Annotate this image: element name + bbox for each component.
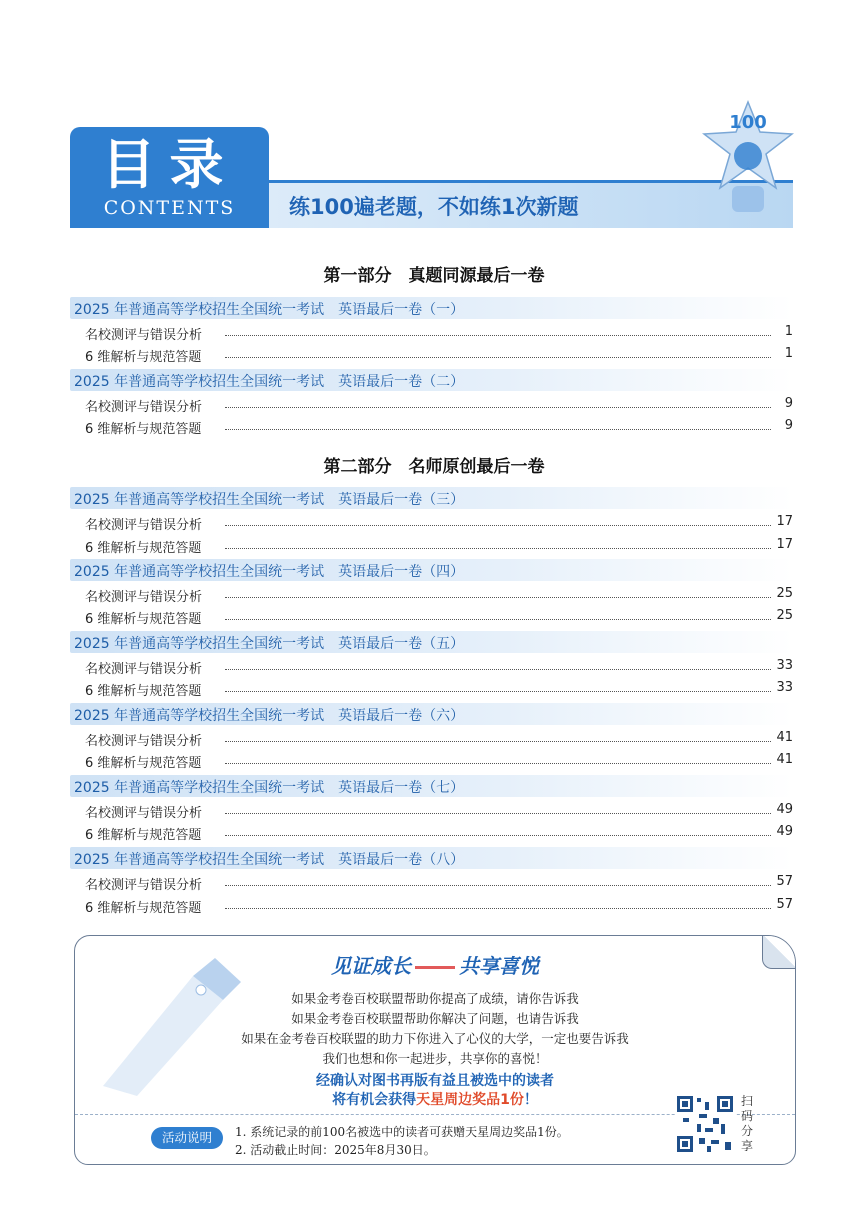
page-number: 9 xyxy=(784,418,793,433)
heading-separator xyxy=(415,966,455,969)
page-number: 33 xyxy=(776,680,793,695)
prize-highlight: 天星周边奖品1份 xyxy=(416,1092,524,1108)
leader-dots xyxy=(225,691,771,692)
part-two-title: 第二部分 名师原创最后一卷 xyxy=(323,457,545,477)
promo-line: 如果金考卷百校联盟帮助你提高了成绩，请你告诉我 xyxy=(291,991,579,1006)
part-one-title: 第一部分 真题同源最后一卷 xyxy=(323,266,545,286)
rule-line: 1. 系统记录的前100名被选中的读者可获赠天星周边奖品1份。 xyxy=(235,1125,569,1139)
toc-entry[interactable] xyxy=(85,324,793,342)
toc-entry[interactable] xyxy=(85,537,793,555)
entry-label: 6 维解析与规范答题 xyxy=(85,680,207,699)
exam-heading-text: 2025 年普通高等学校招生全国统一考试 英语最后一卷（四） xyxy=(74,564,465,580)
exam-heading-3[interactable] xyxy=(70,487,793,509)
entry-label: 名校测评与错误分析 xyxy=(85,324,208,343)
toc-entry[interactable] xyxy=(85,514,793,532)
promo-card xyxy=(74,935,796,1165)
toc-entry[interactable] xyxy=(85,730,793,748)
entry-label: 6 维解析与规范答题 xyxy=(85,418,207,437)
promo-heading xyxy=(75,950,795,979)
exam-heading-1[interactable] xyxy=(70,297,793,319)
page-number: 25 xyxy=(776,586,793,601)
slogan-text: 练100遍老题，不如练1次新题 xyxy=(289,195,579,219)
leader-dots xyxy=(225,525,771,526)
toc-entry[interactable] xyxy=(85,874,793,892)
leader-dots xyxy=(225,429,771,430)
leader-dots xyxy=(225,597,771,598)
entry-label: 名校测评与错误分析 xyxy=(85,874,208,893)
toc-entry[interactable] xyxy=(85,608,793,626)
exam-heading-8[interactable] xyxy=(70,847,793,869)
page-number: 33 xyxy=(776,658,793,673)
leader-dots xyxy=(225,669,771,670)
entry-label: 名校测评与错误分析 xyxy=(85,396,208,415)
exam-heading-text: 2025 年普通高等学校招生全国统一考试 英语最后一卷（二） xyxy=(74,374,465,390)
toc-entry[interactable] xyxy=(85,396,793,414)
leader-dots xyxy=(225,335,771,336)
page-number: 49 xyxy=(776,802,793,817)
toc-entry[interactable] xyxy=(85,752,793,770)
exam-heading-5[interactable] xyxy=(70,631,793,653)
page-number: 57 xyxy=(776,897,793,912)
toc-title-block xyxy=(70,127,269,228)
exam-heading-text: 2025 年普通高等学校招生全国统一考试 英语最后一卷（五） xyxy=(74,636,465,652)
toc-entry[interactable] xyxy=(85,346,793,364)
promo-line: 如果金考卷百校联盟帮助你解决了问题，也请告诉我 xyxy=(291,1011,579,1026)
page-title: 目录 xyxy=(101,133,238,196)
page-number: 17 xyxy=(776,514,793,529)
toc-entry[interactable] xyxy=(85,658,793,676)
exam-heading-text: 2025 年普通高等学校招生全国统一考试 英语最后一卷（六） xyxy=(74,708,465,724)
leader-dots xyxy=(225,763,771,764)
promo-line: 如果在金考卷百校联盟的助力下你进入了心仪的大学，一定也要告诉我 xyxy=(241,1031,629,1046)
exam-heading-4[interactable] xyxy=(70,559,793,581)
entry-label: 名校测评与错误分析 xyxy=(85,802,208,821)
leader-dots xyxy=(225,741,771,742)
entry-label: 6 维解析与规范答题 xyxy=(85,537,207,556)
entry-label: 名校测评与错误分析 xyxy=(85,586,208,605)
entry-label: 6 维解析与规范答题 xyxy=(85,824,207,843)
exam-heading-text: 2025 年普通高等学校招生全国统一考试 英语最后一卷（七） xyxy=(74,780,465,796)
page-number: 49 xyxy=(776,824,793,839)
entry-label: 名校测评与错误分析 xyxy=(85,514,208,533)
entry-label: 名校测评与错误分析 xyxy=(85,730,208,749)
exam-heading-2[interactable] xyxy=(70,369,793,391)
toc-entry[interactable] xyxy=(85,586,793,604)
prize-suffix: ！ xyxy=(523,1092,538,1108)
exam-heading-text: 2025 年普通高等学校招生全国统一考试 英语最后一卷（三） xyxy=(74,492,465,508)
page-number: 9 xyxy=(784,396,793,411)
leader-dots xyxy=(225,407,771,408)
entry-label: 6 维解析与规范答题 xyxy=(85,346,207,365)
leader-dots xyxy=(225,908,771,909)
leader-dots xyxy=(225,835,771,836)
exam-heading-6[interactable] xyxy=(70,703,793,725)
page-number: 41 xyxy=(776,752,793,767)
leader-dots xyxy=(225,813,771,814)
entry-label: 6 维解析与规范答题 xyxy=(85,752,207,771)
page-number: 17 xyxy=(776,537,793,552)
promo-line: 我们也想和你一起进步，共享你的喜悦！ xyxy=(322,1051,548,1066)
leader-dots xyxy=(225,357,771,358)
entry-label: 6 维解析与规范答题 xyxy=(85,897,207,916)
promo-emphasis: 经确认对图书再版有益且被选中的读者 xyxy=(316,1073,554,1089)
contents-subtitle: CONTENTS xyxy=(103,197,236,219)
exam-heading-text: 2025 年普通高等学校招生全国统一考试 英语最后一卷（一） xyxy=(74,302,465,318)
toc-entry[interactable] xyxy=(85,418,793,436)
toc-entry[interactable] xyxy=(85,680,793,698)
exam-heading-text: 2025 年普通高等学校招生全国统一考试 英语最后一卷（八） xyxy=(74,852,465,868)
activity-rules-tag: 活动说明 xyxy=(151,1127,223,1149)
page-number: 57 xyxy=(776,874,793,889)
qr-code-icon[interactable] xyxy=(675,1094,735,1154)
leader-dots xyxy=(225,548,771,549)
page-number: 25 xyxy=(776,608,793,623)
leader-dots xyxy=(225,885,771,886)
promo-heading-right: 共享喜悦 xyxy=(459,954,539,978)
mascot-star-icon xyxy=(702,98,794,216)
page-number: 1 xyxy=(784,324,793,339)
rule-line: 2. 活动截止时间：2025年8月30日。 xyxy=(235,1143,436,1157)
toc-entry[interactable] xyxy=(85,824,793,842)
mascot-badge: 100 xyxy=(729,112,767,133)
promo-heading-left: 见证成长 xyxy=(331,954,411,978)
entry-label: 名校测评与错误分析 xyxy=(85,658,208,677)
page-number: 1 xyxy=(784,346,793,361)
scan-to-share-label: 扫码分享 xyxy=(740,1094,753,1153)
toc-entry[interactable] xyxy=(85,802,793,820)
entry-label: 6 维解析与规范答题 xyxy=(85,608,207,627)
prize-prefix: 将有机会获得 xyxy=(332,1092,417,1108)
leader-dots xyxy=(225,619,771,620)
toc-entry[interactable] xyxy=(85,897,793,915)
page-number: 41 xyxy=(776,730,793,745)
exam-heading-7[interactable] xyxy=(70,775,793,797)
